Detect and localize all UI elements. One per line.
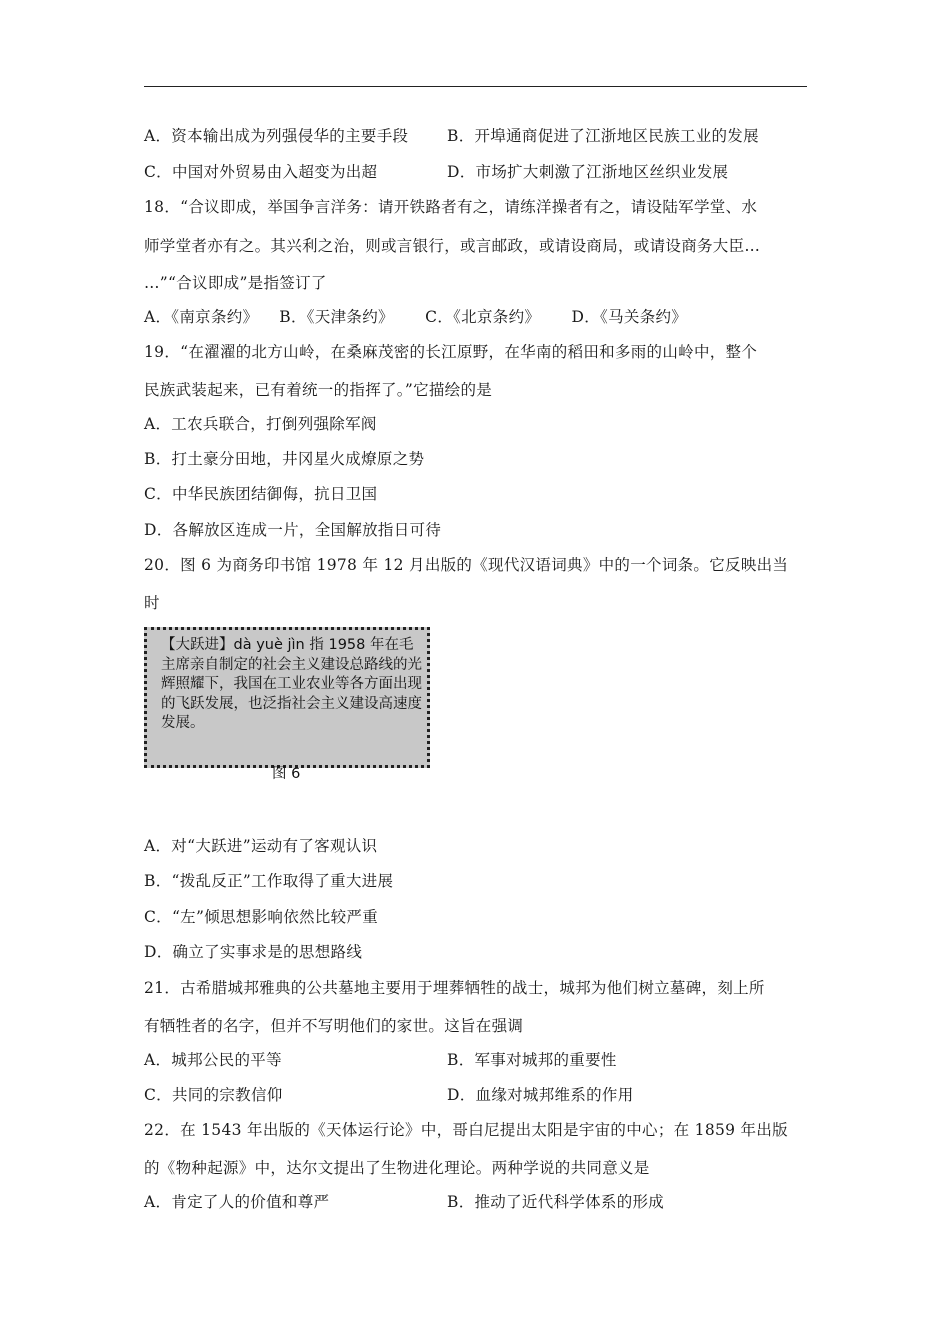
figure-6-text: 【大跃进】dà yuè jìn 指 1958 年在毛主席亲自制定的社会主义建设总路线的光辉照耀下，我国在工业农业等各方面出现的飞跃发展，也泛指社会主义建设高速度发展。 xyxy=(161,637,422,731)
q17-option-c: C．中国对外贸易由入超变为出超 xyxy=(144,163,378,181)
q22-option-a: A．肯定了人的价值和尊严 xyxy=(144,1193,330,1211)
q18-stem-line-1: 18．“合议即成，举国争言洋务：请开铁路者有之，请练洋操者有之，请设陆军学堂、水 xyxy=(144,198,758,216)
q19-option-d: D．各解放区连成一片，全国解放指日可待 xyxy=(144,521,442,539)
q21-option-b: B．军事对城邦的重要性 xyxy=(447,1051,617,1069)
q20-option-b: B．“拨乱反正”工作取得了重大进展 xyxy=(144,872,394,890)
q20-stem-line-2: 时 xyxy=(144,594,160,612)
q21-option-c: C．共同的宗教信仰 xyxy=(144,1086,283,1104)
q18-options: A．《南京条约》 B．《天津条约》 C．《北京条约》 D．《马关条约》 xyxy=(144,308,688,326)
figure-6-dictionary-entry xyxy=(144,627,430,768)
q21-option-a: A．城邦公民的平等 xyxy=(144,1051,282,1069)
q18-stem-line-3: …”“合议即成”是指签订了 xyxy=(144,274,327,292)
q21-option-d: D．血缘对城邦维系的作用 xyxy=(447,1086,634,1104)
q21-stem-line-1: 21．古希腊城邦雅典的公共墓地主要用于埋葬牺牲的战士，城邦为他们树立墓碑，刻上所 xyxy=(144,979,765,997)
q20-option-c: C．“左”倾思想影响依然比较严重 xyxy=(144,908,379,926)
q17-option-b: B．开埠通商促进了江浙地区民族工业的发展 xyxy=(447,127,759,145)
q19-stem-line-2: 民族武装起来，已有着统一的指挥了。”它描绘的是 xyxy=(144,381,493,399)
q22-option-b: B．推动了近代科学体系的形成 xyxy=(447,1193,665,1211)
q17-option-a: A．资本输出成为列强侵华的主要手段 xyxy=(144,127,409,145)
q22-stem-line-1: 22．在 1543 年出版的《天体运行论》中，哥白尼提出太阳是宇宙的中心；在 1859 年出版 xyxy=(144,1121,788,1139)
figure-6-caption: 图 6 xyxy=(272,766,301,782)
q19-option-b: B．打土豪分田地，井冈星火成燎原之势 xyxy=(144,450,425,468)
q20-stem-line-1: 20．图 6 为商务印书馆 1978 年 12 月出版的《现代汉语词典》中的一个词条。它反映出当 xyxy=(144,556,789,574)
q19-option-c: C．中华民族团结御侮，抗日卫国 xyxy=(144,485,378,503)
q22-stem-line-2: 的《物种起源》中，达尔文提出了生物进化理论。两种学说的共同意义是 xyxy=(144,1159,650,1177)
q20-option-a: A．对“大跃进”运动有了客观认识 xyxy=(144,837,378,855)
q19-stem-line-1: 19．“在濯濯的北方山岭，在桑麻茂密的长江原野，在华南的稻田和多雨的山岭中，整个 xyxy=(144,343,758,361)
q18-stem-line-2: 师学堂者亦有之。其兴利之治，则或言银行，或言邮政，或请设商局，或请设商务大臣… xyxy=(144,237,761,255)
q21-stem-line-2: 有牺牲者的名字，但并不写明他们的家世。这旨在强调 xyxy=(144,1017,524,1035)
q17-option-d: D．市场扩大刺激了江浙地区丝织业发展 xyxy=(447,163,729,181)
q19-option-a: A．工农兵联合，打倒列强除军阀 xyxy=(144,415,377,433)
header-rule xyxy=(144,86,807,87)
q20-option-d: D．确立了实事求是的思想路线 xyxy=(144,943,363,961)
